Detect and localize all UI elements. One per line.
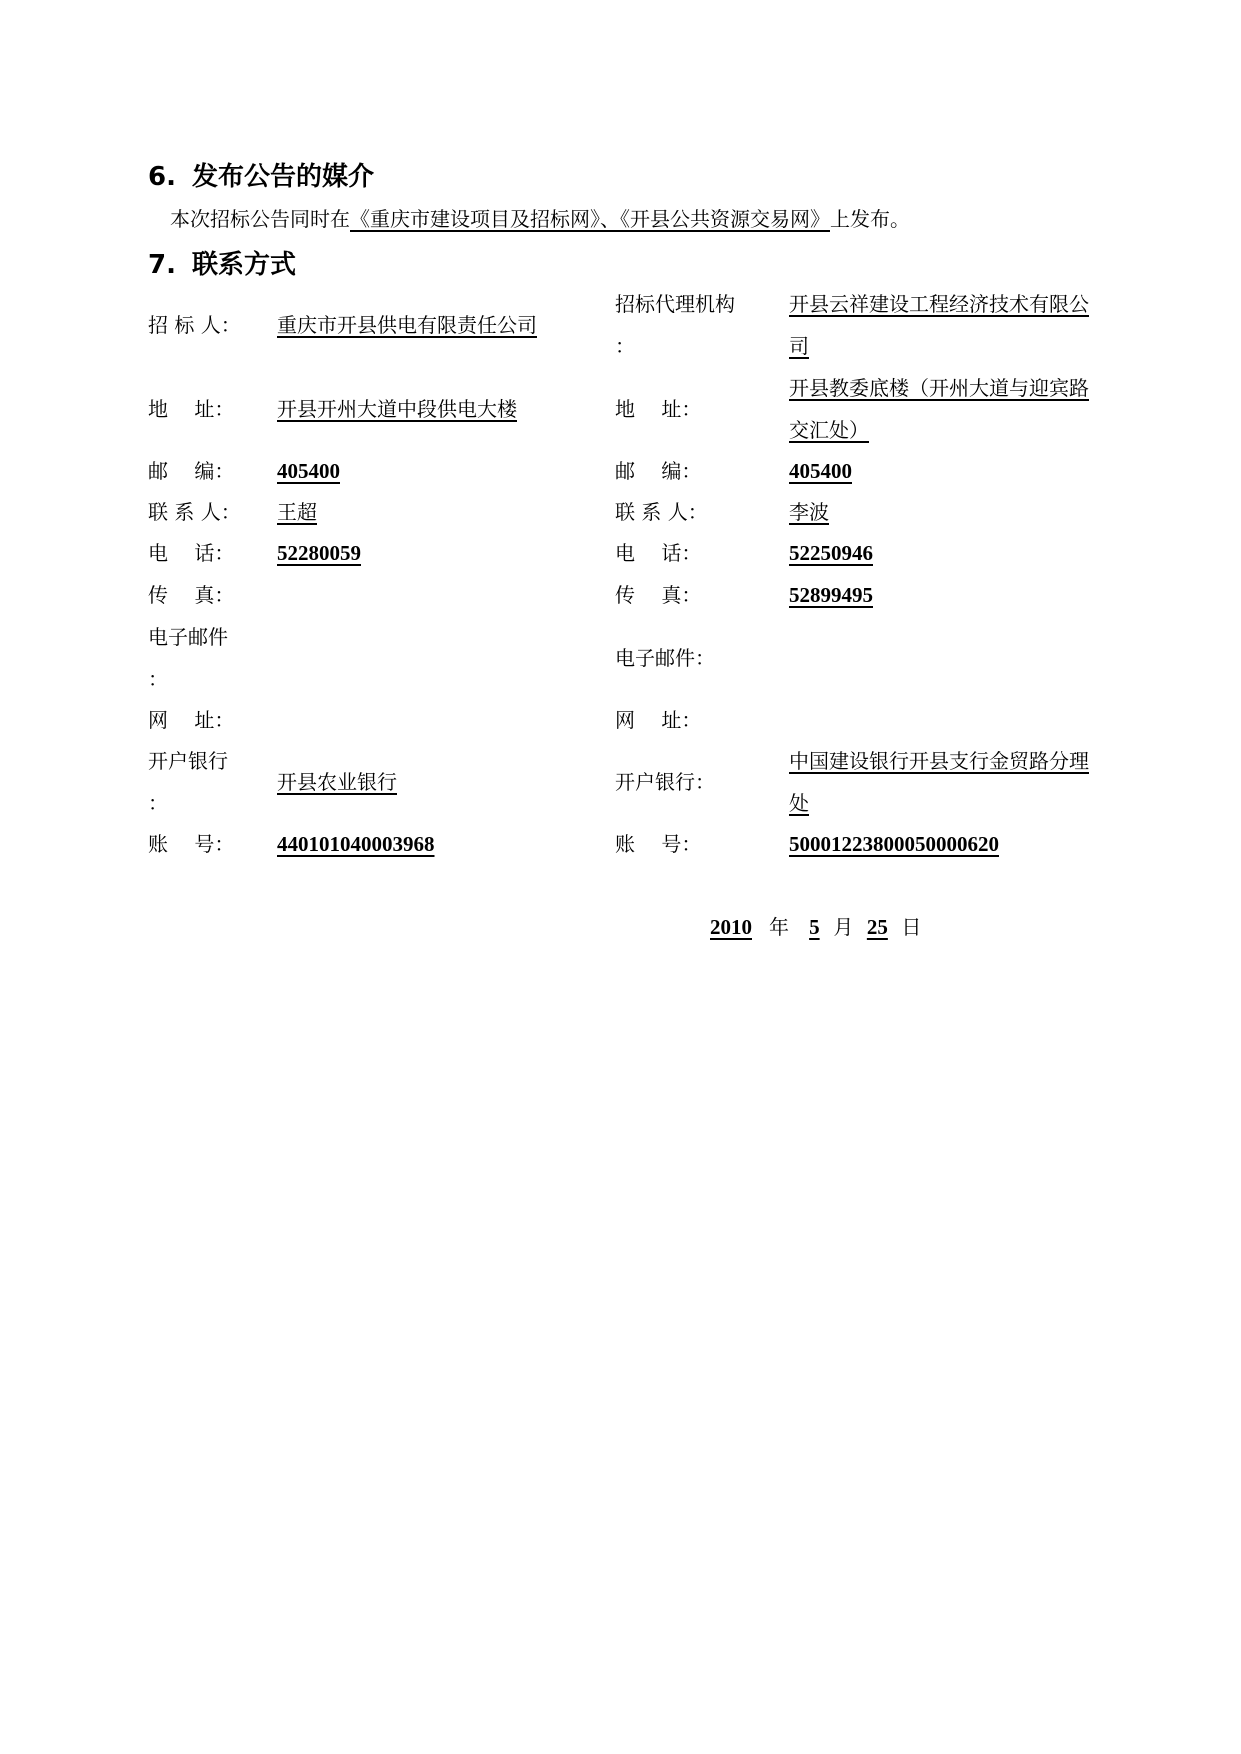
left-postcode-value: 405400 xyxy=(277,459,340,483)
section-7-heading xyxy=(148,244,296,281)
right-agent-value-line2: 司 xyxy=(789,334,809,358)
right-agent-value-line1: 开县云祥建设工程经济技术有限公 xyxy=(789,292,1089,316)
right-postcode-value: 405400 xyxy=(789,459,852,483)
right-contact-label: 联 系 人： xyxy=(615,500,708,524)
date-year: 2010 xyxy=(710,915,752,939)
right-account-label: 账 号： xyxy=(615,832,702,856)
right-fax-value: 52899495 xyxy=(789,583,873,607)
right-address-label: 地 址： xyxy=(615,397,702,421)
date-day-unit: 日 xyxy=(901,915,922,939)
section-7-number: 7. xyxy=(148,250,176,280)
left-phone-label: 电 话： xyxy=(148,541,235,565)
right-phone-value: 52250946 xyxy=(789,541,873,565)
left-fax-label: 传 真： xyxy=(148,583,235,607)
right-bank-value-line2: 处 xyxy=(789,791,809,815)
section-6-paragraph xyxy=(170,205,910,233)
left-address-label: 地 址： xyxy=(148,397,235,421)
right-agent-label-line1: 招标代理机构 xyxy=(615,292,735,316)
left-bank-value: 开县农业银行 xyxy=(277,770,397,794)
left-bank-label-line1: 开户银行 xyxy=(148,749,228,773)
right-address-value-line1: 开县教委底楼（开州大道与迎宾路 xyxy=(789,376,1089,400)
date-month: 5 xyxy=(809,915,820,939)
left-phone-value: 52280059 xyxy=(277,541,361,565)
left-bank-label-line2: ： xyxy=(148,791,168,815)
paragraph-text-before: 本次招标公告同时在 xyxy=(170,207,350,231)
right-bank-value-line1: 中国建设银行开县支行金贸路分理 xyxy=(789,749,1089,773)
left-account-value: 440101040003968 xyxy=(277,832,435,856)
left-email-label-line1: 电子邮件 xyxy=(148,625,228,649)
left-account-label: 账 号： xyxy=(148,832,235,856)
left-postcode-label: 邮 编： xyxy=(148,459,235,483)
left-website-label: 网 址： xyxy=(148,708,235,732)
paragraph-text-after: 上发布。 xyxy=(830,207,910,231)
right-phone-label: 电 话： xyxy=(615,541,702,565)
section-6-number: 6. xyxy=(148,162,176,192)
right-contact-value: 李波 xyxy=(789,500,829,524)
signature-date xyxy=(693,912,921,942)
section-7-title: 联系方式 xyxy=(192,250,297,280)
section-6-title: 发布公告的媒介 xyxy=(192,162,375,192)
right-email-label: 电子邮件： xyxy=(615,646,715,670)
section-6-heading xyxy=(148,156,374,193)
right-postcode-label: 邮 编： xyxy=(615,459,702,483)
right-address-value-line2: 交汇处） xyxy=(789,418,869,442)
right-website-label: 网 址： xyxy=(615,708,702,732)
left-contact-label: 联 系 人： xyxy=(148,500,241,524)
right-account-value: 50001223800050000620 xyxy=(789,832,999,856)
right-fax-label: 传 真： xyxy=(615,583,702,607)
left-address-value: 开县开州大道中段供电大楼 xyxy=(277,397,517,421)
date-month-unit: 月 xyxy=(833,915,854,939)
right-agent-label-line2: ： xyxy=(615,334,635,358)
right-bank-label: 开户银行： xyxy=(615,770,715,794)
media-names: 《重庆市建设项目及招标网》、《开县公共资源交易网》 xyxy=(350,207,830,231)
left-email-label-line2: ： xyxy=(148,667,168,691)
date-day: 25 xyxy=(866,915,888,939)
left-tenderer-label: 招 标 人： xyxy=(148,313,241,337)
left-tenderer-value: 重庆市开县供电有限责任公司 xyxy=(277,313,537,337)
date-year-unit: 年 xyxy=(769,915,789,939)
left-contact-value: 王超 xyxy=(277,500,317,524)
